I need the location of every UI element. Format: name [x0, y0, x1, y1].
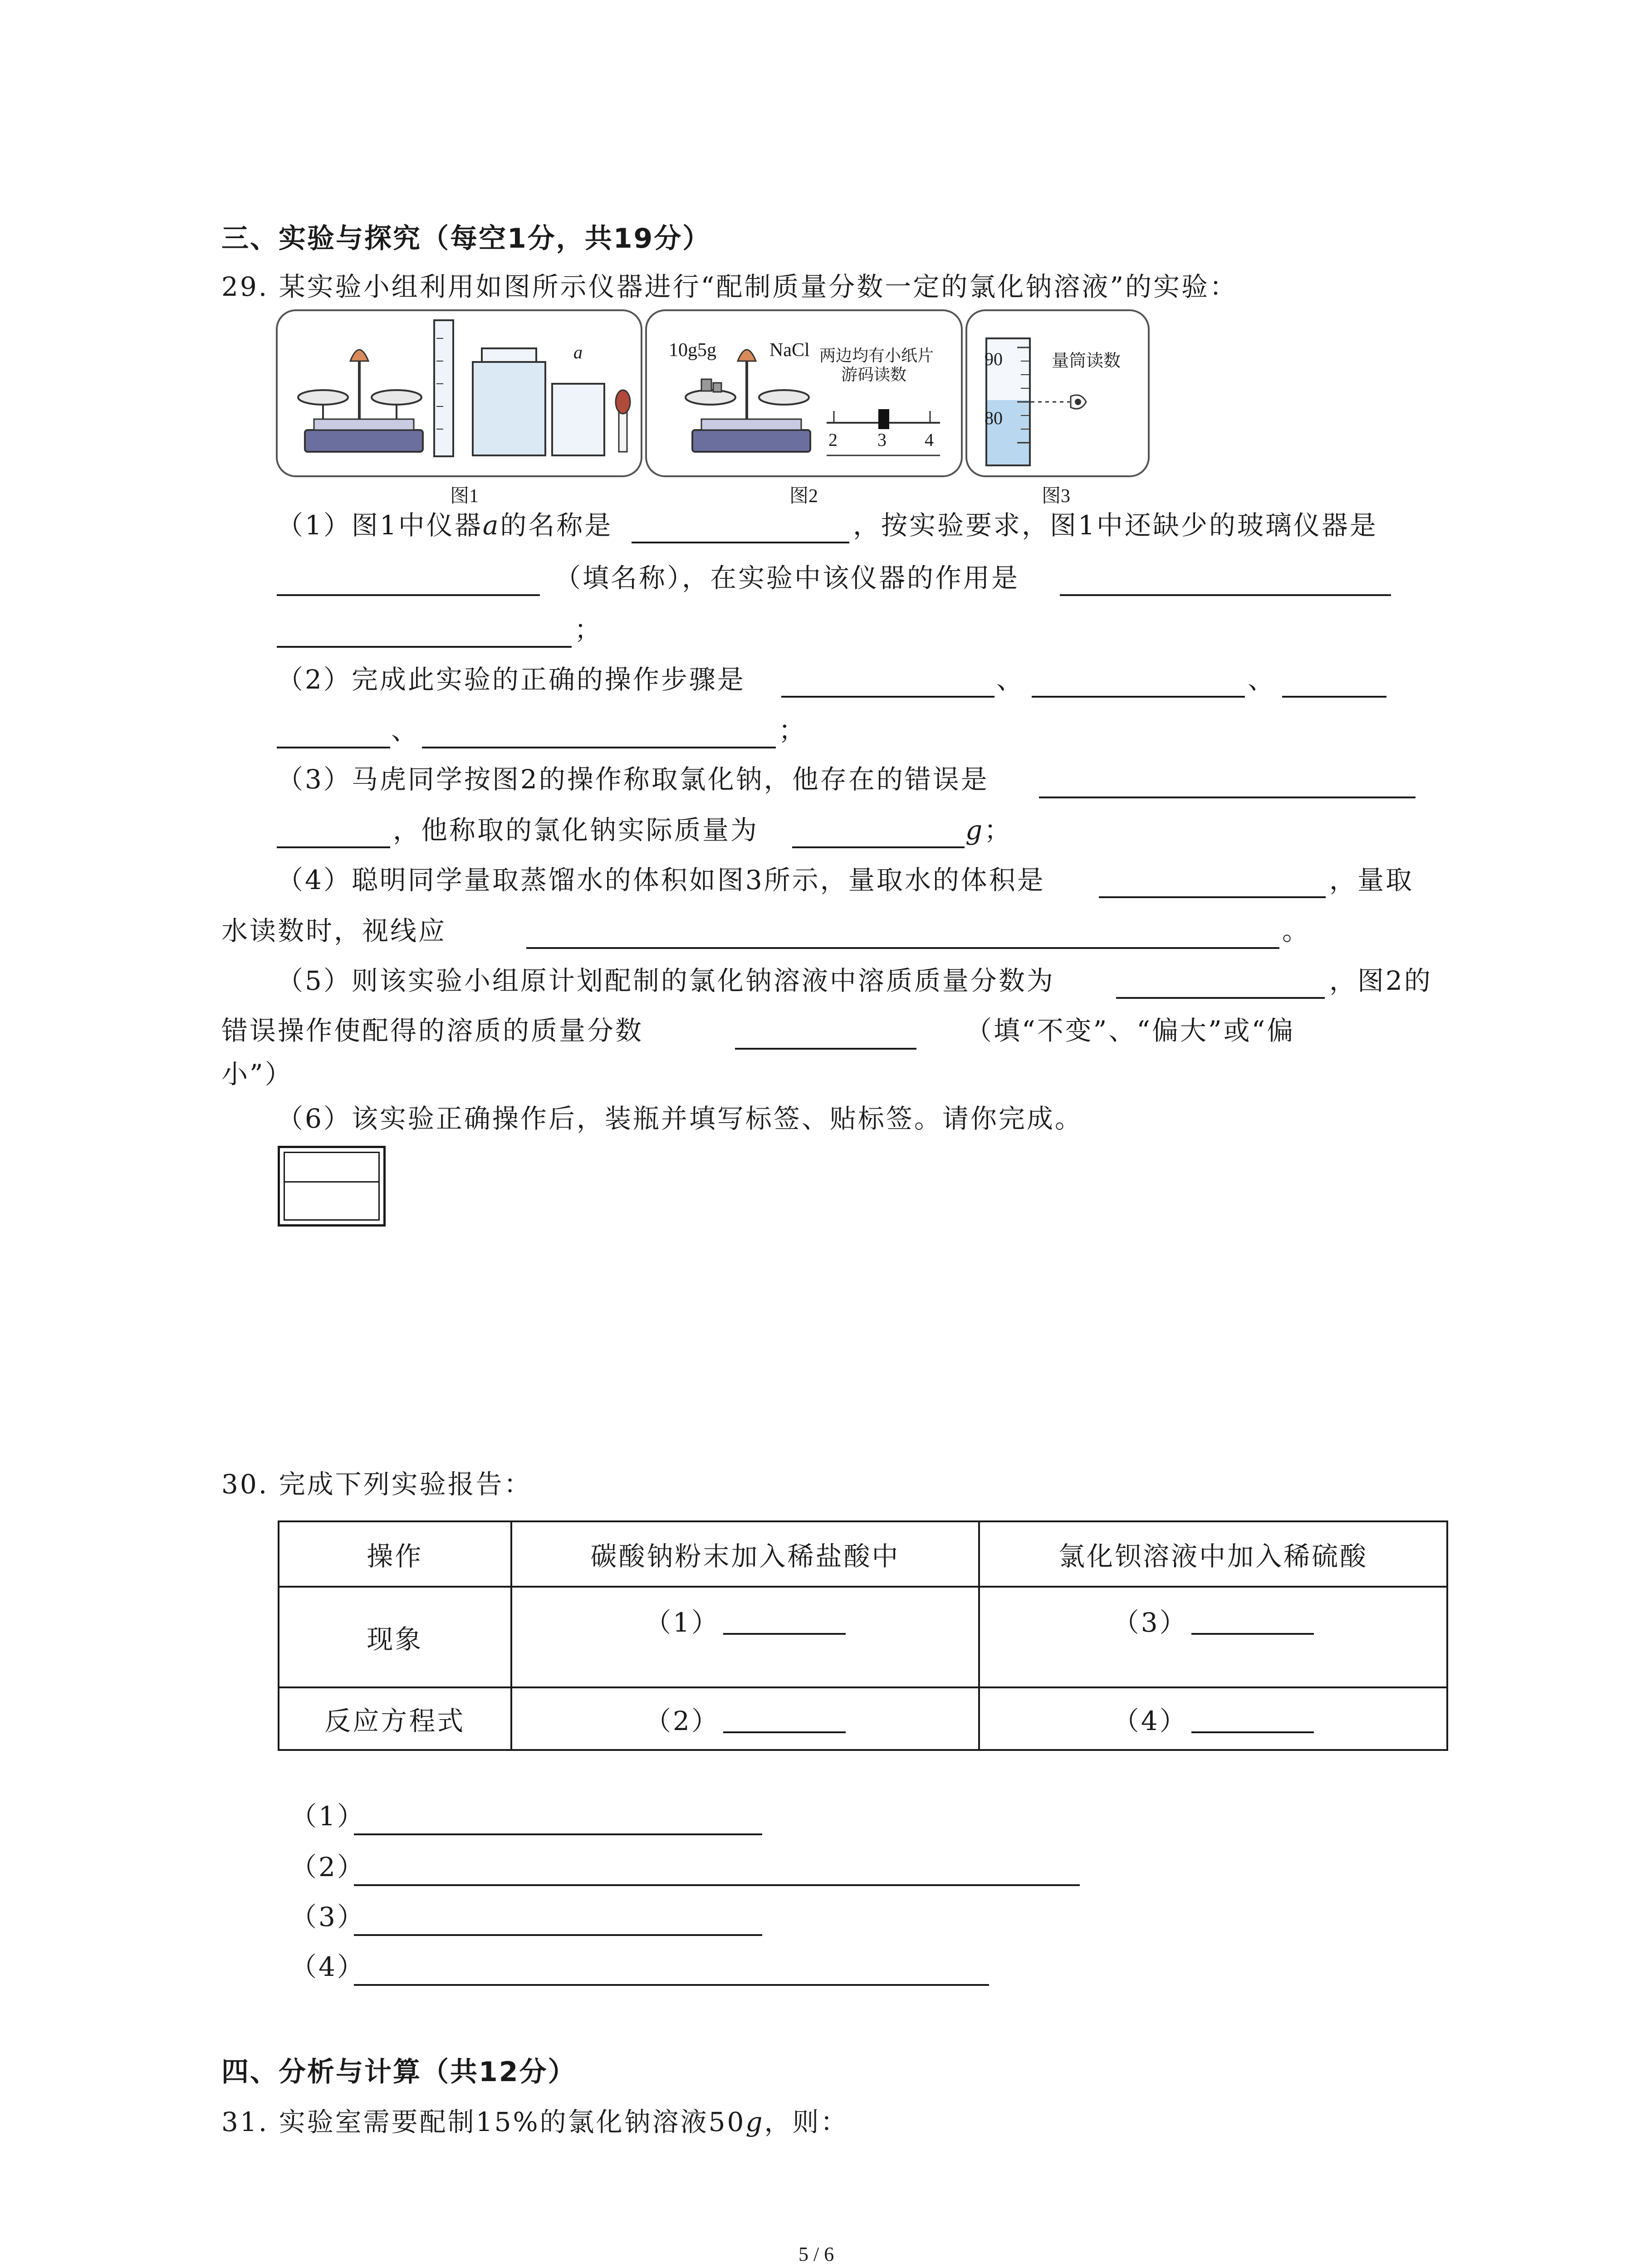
- figure-1-panel: [276, 309, 642, 477]
- q30-answer-label-1: （1）: [290, 1801, 365, 1832]
- q29-p3-blank-error-a[interactable]: [1039, 797, 1416, 798]
- q29-p5-e: 小”）: [221, 1059, 293, 1090]
- figure-1-label-a: a: [573, 342, 583, 362]
- table-header-operation: 操作: [279, 1521, 511, 1587]
- q30-answer-label-2: （2）: [290, 1852, 365, 1882]
- q29-p5-b: ，图2的: [1329, 965, 1432, 996]
- q29-p1-d: （填名称），在实验中该仪器的作用是: [554, 562, 1020, 593]
- table-header-col1: 碳酸钠粉末加入稀盐酸中: [511, 1521, 980, 1587]
- section-3-heading: 三、实验与探究（每空1分，共19分）: [221, 223, 711, 254]
- q29-p2-sep-3: 、: [391, 715, 420, 746]
- q29-p3-unit: g；: [965, 815, 1013, 846]
- q29-p5-d: （填“不变”、“偏大”或“偏: [965, 1015, 1295, 1046]
- table-label-equation: 反应方程式: [279, 1687, 511, 1750]
- q29-p1-blank-missing[interactable]: [277, 594, 540, 596]
- label-box-divider: [285, 1181, 378, 1183]
- label-box-inner: [284, 1152, 380, 1221]
- q31-stem: 31. 实验室需要配制15%的氯化钠溶液50g，则：: [221, 2107, 849, 2137]
- q29-p5-blank-fraction[interactable]: [1116, 997, 1325, 999]
- q29-p3-blank-error-b[interactable]: [277, 846, 390, 848]
- q29-p3-b: ，他称取的氯化钠实际质量为: [393, 815, 759, 846]
- q29-p2-blank-2[interactable]: [1032, 696, 1245, 698]
- label-box: [278, 1146, 386, 1227]
- q29-p6: （6）该实验正确操作后，装瓶并填写标签、贴标签。请你完成。: [277, 1103, 1083, 1134]
- figure-2-weights-label: 10g5g: [669, 340, 716, 361]
- page-number: 5 / 6: [798, 2243, 834, 2265]
- q30-answer-label-4: （4）: [290, 1951, 365, 1982]
- q29-p2-sep-2: 、: [1248, 664, 1276, 695]
- figure-3-caption: 图3: [1042, 486, 1071, 507]
- table-row-equation: [279, 1687, 1447, 1750]
- figure-2-note-line2: 游码读数: [841, 366, 907, 384]
- q29-p2-blank-1[interactable]: [781, 696, 994, 698]
- figure-3-tick-90: 90: [985, 349, 1003, 369]
- q29-p1-blank-role-b[interactable]: [277, 646, 572, 648]
- figure-2-caption: 图2: [789, 486, 818, 507]
- q29-p5-blank-effect[interactable]: [735, 1048, 916, 1050]
- section-4-heading: 四、分析与计算（共12分）: [221, 2056, 577, 2088]
- q30-answer-label-3: （3）: [290, 1901, 365, 1932]
- figure-2-balance: [647, 311, 961, 475]
- q29-p5-a: （5）则该实验小组原计划配制的氯化钠溶液中溶质质量分数为: [277, 965, 1055, 996]
- table-cell-equation-2[interactable]: （4）: [979, 1687, 1447, 1750]
- q29-p2-blank-3b[interactable]: [277, 747, 390, 748]
- q29-p1-blank-name[interactable]: [632, 542, 849, 543]
- q29-p1-end: ；: [574, 614, 603, 645]
- q29-p1-blank-role-a[interactable]: [1060, 594, 1391, 596]
- figure-3-panel: [965, 309, 1150, 477]
- q29-p4-c: 水读数时，视线应: [221, 915, 447, 946]
- figure-2-nacl-label: NaCl: [769, 340, 810, 361]
- table-label-phenomenon: 现象: [279, 1587, 511, 1687]
- table-cell-equation-1[interactable]: （2）: [511, 1687, 980, 1750]
- q29-p2-end: ；: [779, 715, 807, 746]
- q29-p2-a: （2）完成此实验的正确的操作步骤是: [277, 664, 745, 695]
- q29-p5-c: 错误操作使配得的溶质的质量分数: [221, 1015, 644, 1046]
- q29-p2-blank-4[interactable]: [422, 747, 776, 748]
- figure-2-scale-3: 3: [877, 430, 887, 450]
- q29-p3-blank-mass[interactable]: [792, 846, 965, 848]
- q29-stem: 29. 某实验小组利用如图所示仪器进行“配制质量分数一定的氯化钠溶液”的实验：: [221, 271, 1238, 302]
- figure-1-caption: 图1: [450, 486, 479, 507]
- figure-3-tick-80: 80: [985, 408, 1003, 428]
- experiment-report-table: [278, 1520, 1448, 1751]
- q30-answer-line-1[interactable]: [354, 1833, 762, 1835]
- figure-2-scale-4: 4: [925, 430, 934, 450]
- q30-answer-line-2[interactable]: [354, 1884, 1080, 1886]
- q30-stem: 30. 完成下列实验报告：: [221, 1469, 532, 1500]
- figure-2-note-line1: 两边均有小纸片: [819, 343, 934, 366]
- q29-p1-a: （1）图1中仪器a的名称是: [277, 510, 613, 541]
- q30-answer-line-3[interactable]: [354, 1934, 762, 1936]
- figure-3-title: 量筒读数: [1052, 351, 1121, 371]
- q29-p4-a: （4）聪明同学量取蒸馏水的体积如图3所示，量取水的体积是: [277, 865, 1045, 895]
- q30-answer-line-4[interactable]: [354, 1984, 989, 1986]
- table-cell-phenomenon-2[interactable]: （3）: [979, 1587, 1447, 1687]
- table-header-col2: 氯化钡溶液中加入稀硫酸: [979, 1521, 1447, 1587]
- q29-p3-a: （3）马虎同学按图2的操作称取氯化钠，他存在的错误是: [277, 764, 989, 795]
- q29-p2-blank-3a[interactable]: [1282, 696, 1386, 698]
- q29-p1-c: ，按实验要求，图1中还缺少的玻璃仪器是: [853, 510, 1378, 541]
- figure-3-cylinder: [967, 311, 1148, 475]
- table-header-row: [279, 1521, 1447, 1587]
- figure-1-apparatus: [278, 311, 641, 475]
- q29-p4-blank-volume[interactable]: [1099, 896, 1326, 898]
- q29-p4-b: ，量取: [1329, 865, 1414, 895]
- table-cell-phenomenon-1[interactable]: （1）: [511, 1587, 980, 1687]
- q29-p4-end: 。: [1282, 915, 1311, 946]
- figure-2-scale-2: 2: [828, 430, 838, 450]
- figure-2-panel: [645, 309, 963, 477]
- q29-p2-sep-1: 、: [996, 664, 1025, 695]
- table-row-phenomenon: [279, 1587, 1447, 1687]
- q29-p4-blank-sight[interactable]: [526, 947, 1279, 949]
